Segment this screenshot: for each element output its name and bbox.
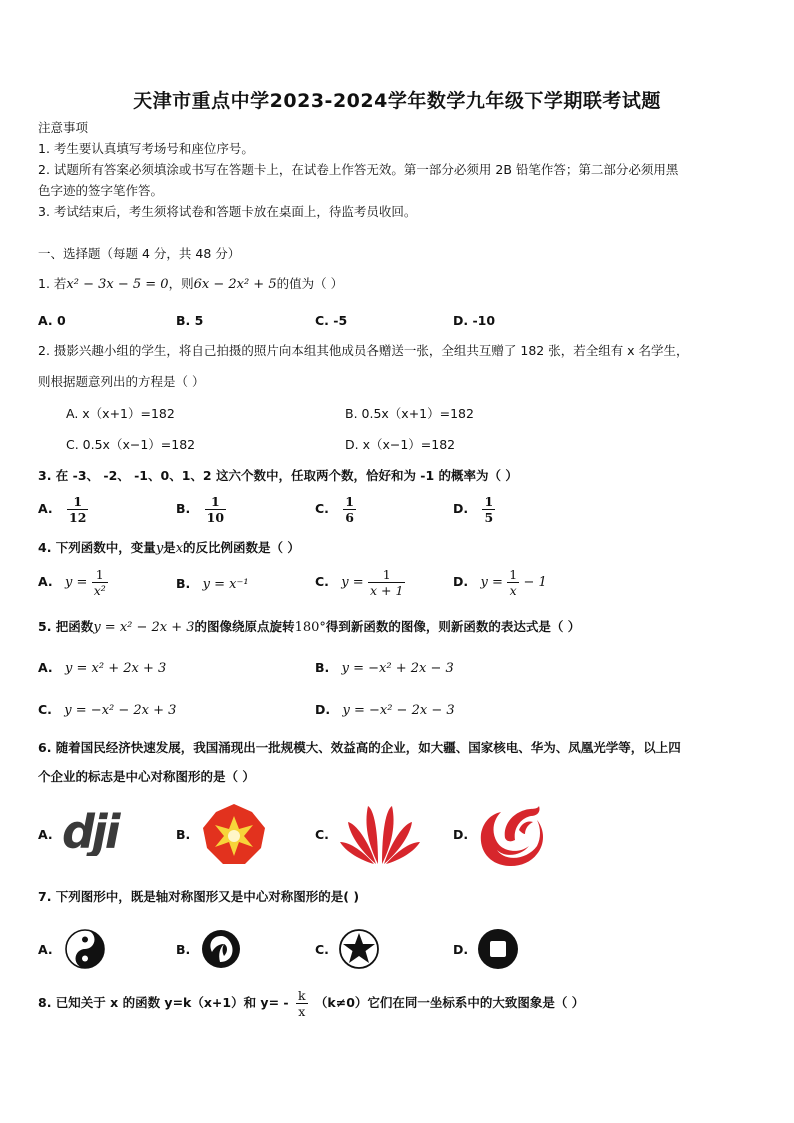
q4-var-x: x	[175, 541, 184, 556]
q4-stem-b: 是	[163, 540, 176, 555]
notice-item: 3. 考试结束后，考生须将试卷和答题卡放在桌面上，待监考员收回。	[38, 204, 417, 219]
question-2-line1: 2. 摄影兴趣小组的学生，将自己拍摄的照片向本组其他成员各赠送一张，全组共互赠了 182 张，若全组有 x 名学生，	[38, 343, 689, 358]
q3-option-d[interactable]	[453, 494, 495, 525]
notice-heading: 注意事项	[38, 120, 89, 135]
question-5-stem	[38, 617, 580, 638]
option-letter: B.	[315, 660, 330, 675]
q7-option-b-label[interactable]: B.	[176, 942, 191, 957]
denominator	[92, 583, 108, 598]
option-letter: C.	[38, 702, 52, 717]
phoenix-optical-logo[interactable]	[475, 798, 547, 870]
yin-yang-icon[interactable]	[64, 928, 106, 970]
q4-option-d[interactable]	[453, 567, 547, 598]
question-8-stem	[38, 988, 584, 1019]
q5-mid: 的图像绕原点旋转	[194, 619, 295, 634]
numerator: 1	[92, 567, 108, 583]
option-expr: y = −x² + 2x − 3	[341, 661, 454, 676]
q5-option-a[interactable]	[38, 658, 166, 679]
q7-option-d-label[interactable]: D.	[453, 942, 469, 957]
nuclear-power-logo[interactable]	[199, 802, 269, 868]
denominator: 6	[345, 510, 354, 525]
numerator: 1	[67, 494, 88, 510]
option-expr: y = −x² − 2x + 3	[64, 703, 177, 718]
q3-option-b[interactable]	[176, 494, 226, 525]
q6-option-b-label[interactable]: B.	[176, 827, 191, 842]
denominator: 12	[69, 510, 87, 525]
q4-a-lhs: y =	[65, 575, 88, 590]
option-letter: C.	[315, 574, 329, 589]
fraction	[92, 567, 108, 598]
option-expr: y = −x² − 2x − 3	[342, 703, 455, 718]
q4-c-lhs: y =	[341, 575, 364, 590]
page-title: 天津市重点中学2023-2024学年数学九年级下学期联考试题	[133, 90, 661, 112]
denominator: 5	[484, 510, 494, 525]
q6-option-d-label[interactable]: D.	[453, 827, 469, 842]
q4-d-tail: − 1	[523, 575, 547, 590]
dji-logo[interactable]	[62, 808, 156, 856]
fraction	[368, 567, 405, 598]
q5-option-b[interactable]	[315, 658, 454, 679]
q6-option-a-label[interactable]: A.	[38, 827, 53, 842]
option-letter: A.	[38, 660, 53, 675]
fraction	[296, 988, 308, 1019]
q4-stem-a: 4. 下列函数中，变量	[38, 540, 156, 555]
q1-suffix: 的值为（ ）	[276, 276, 344, 291]
section-heading: 一、选择题（每题 4 分，共 48 分）	[38, 246, 241, 261]
q2-option-c[interactable]: C. 0.5x（x−1）=182	[66, 437, 196, 452]
q1-prefix: 1. 若	[38, 276, 67, 291]
option-letter: B.	[176, 501, 191, 516]
fraction	[67, 494, 88, 525]
question-3-stem: 3. 在 -3、 -2、 -1、0、1、2 这六个数中，任取两个数，恰好和为 -1 的概率为（ ）	[38, 468, 518, 483]
swirl-circle-icon[interactable]	[200, 928, 242, 970]
q3-option-c[interactable]	[315, 494, 356, 525]
option-expr: y = x² + 2x + 3	[65, 661, 167, 676]
notice-item: 2. 试题所有答案必须填涂或书写在答题卡上，在试卷上作答无效。第一部分必须用 2B 铅笔作答；第二部分必须用黑	[38, 162, 679, 177]
q2-option-d[interactable]: D. x（x−1）=182	[345, 437, 456, 452]
q1-option-b[interactable]: B. 5	[176, 313, 204, 328]
q2-option-b[interactable]: B. 0.5x（x+1）=182	[345, 406, 474, 421]
denominator: x	[298, 1004, 306, 1019]
question-6-line1: 6. 随着国民经济快速发展，我国涌现出一批规模大、效益高的企业，如大疆、国家核电、华为、凤凰光学等，以上四	[38, 740, 681, 755]
q1-option-c[interactable]: C. -5	[315, 313, 348, 328]
q5-option-c[interactable]	[38, 700, 176, 721]
q6-option-c-label[interactable]: C.	[315, 827, 329, 842]
square-circle-icon[interactable]	[477, 928, 519, 970]
q1-expression: 6x − 2x² + 5	[193, 277, 277, 292]
q1-option-a[interactable]: A. 0	[38, 313, 66, 328]
numerator: 1	[484, 494, 494, 509]
numerator: 1	[368, 567, 405, 583]
star-circle-icon[interactable]	[338, 928, 380, 970]
option-letter: D.	[453, 574, 469, 589]
huawei-logo[interactable]	[338, 800, 422, 866]
q5-prefix: 5. 把函数	[38, 619, 94, 634]
numerator: 1	[509, 567, 518, 582]
numerator: k	[297, 988, 306, 1003]
fraction	[482, 494, 495, 525]
denominator	[368, 583, 405, 598]
den-expr: x²	[93, 583, 106, 598]
option-letter: A.	[38, 574, 53, 589]
option-letter: B.	[176, 576, 191, 591]
q4-stem-c: 的反比例函数是（ ）	[183, 540, 300, 555]
option-letter: D.	[453, 501, 469, 516]
q1-equation: x² − 3x − 5 = 0	[66, 277, 169, 292]
q4-option-c[interactable]	[315, 567, 405, 598]
fraction	[205, 494, 226, 525]
q4-b-expr: y = x⁻¹	[202, 577, 249, 592]
q1-option-d[interactable]: D. -10	[453, 313, 496, 328]
den-expr: x + 1	[370, 583, 404, 598]
den-expr: x	[509, 583, 517, 598]
question-2-line2: 则根据题意列出的方程是（ ）	[38, 374, 205, 389]
q8-suffix: （k≠0）它们在同一坐标系中的大致图象是（ ）	[314, 995, 585, 1010]
question-4-stem	[38, 538, 300, 559]
q3-option-a[interactable]	[38, 494, 88, 525]
option-letter: C.	[315, 501, 329, 516]
question-1-stem	[38, 274, 343, 295]
q5-option-d[interactable]	[315, 700, 455, 721]
fraction	[507, 567, 519, 598]
q5-angle: 180°	[294, 620, 326, 635]
q4-var-y: y	[155, 541, 164, 556]
q4-option-a[interactable]	[38, 567, 108, 598]
numerator: 1	[205, 494, 226, 510]
q8-prefix: 8. 已知关于 x 的函数 y=k（x+1）和 y= -	[38, 995, 289, 1010]
question-7-stem: 7. 下列图形中，既是轴对称图形又是中心对称图形的是( )	[38, 889, 360, 904]
numerator: 1	[345, 494, 354, 509]
denominator: 10	[206, 510, 225, 525]
option-letter: D.	[315, 702, 331, 717]
fraction	[343, 494, 356, 525]
q1-mid: ，则	[168, 276, 194, 291]
q4-option-b[interactable]	[176, 574, 249, 595]
question-6-line2: 个企业的标志是中心对称图形的是（ ）	[38, 769, 255, 784]
q7-option-a-label[interactable]: A.	[38, 942, 53, 957]
q2-option-a[interactable]: A. x（x+1）=182	[66, 406, 175, 421]
q7-option-c-label[interactable]: C.	[315, 942, 329, 957]
notice-item: 1. 考生要认真填写考场号和座位序号。	[38, 141, 254, 156]
notice-item: 色字迹的签字笔作答。	[38, 183, 164, 198]
q4-d-lhs: y =	[480, 575, 503, 590]
q5-expr: y = x² − 2x + 3	[93, 620, 195, 635]
dji-logo-text: dji	[62, 808, 118, 856]
q5-suffix: 得到新函数的图像，则新函数的表达式是（ ）	[325, 619, 581, 634]
denominator	[507, 583, 519, 598]
option-letter: A.	[38, 501, 53, 516]
